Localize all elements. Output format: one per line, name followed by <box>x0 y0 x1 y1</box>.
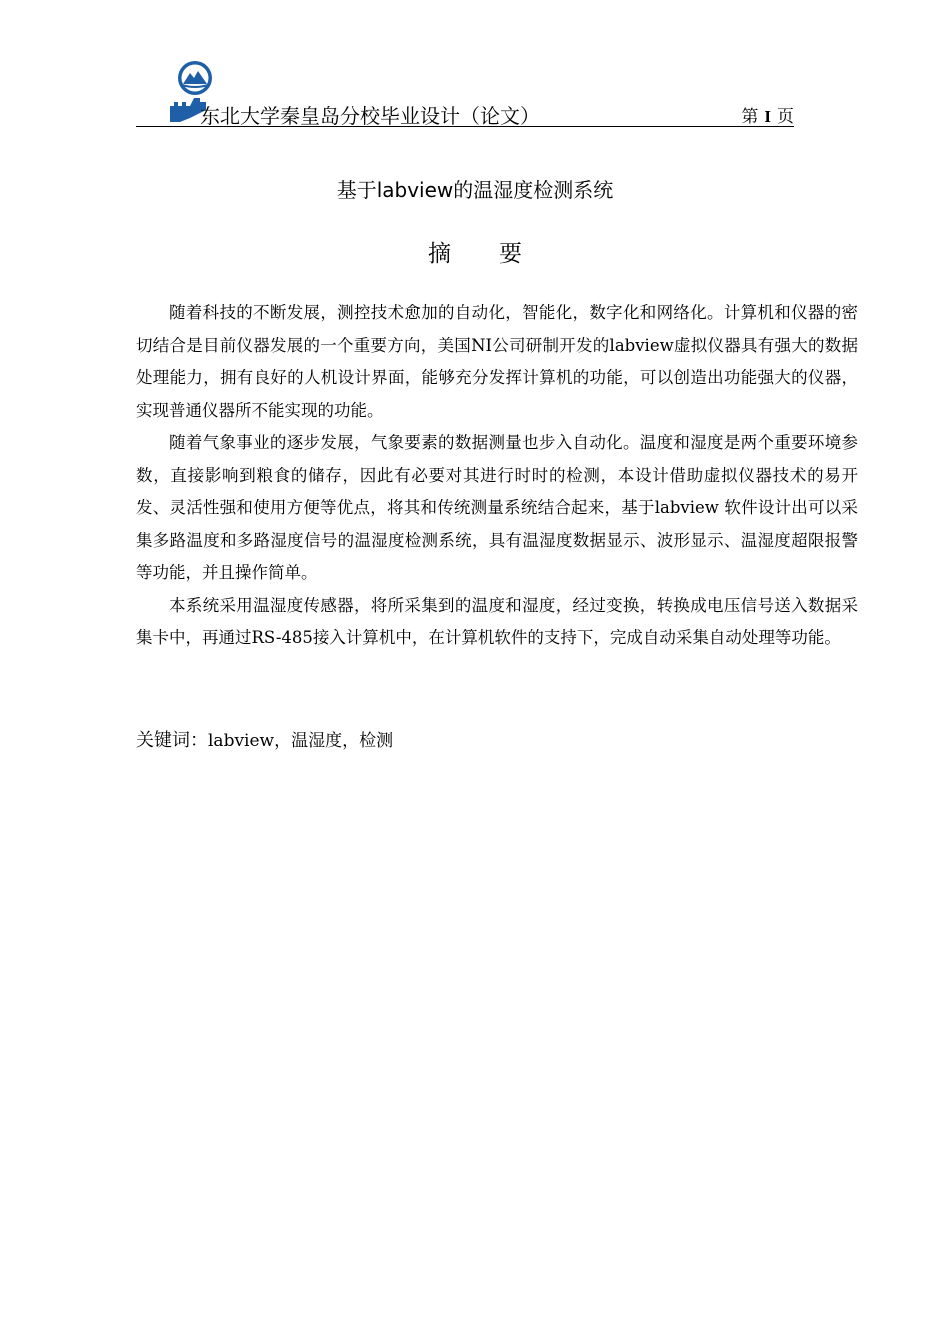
document-title: 基于labview的温湿度检测系统 <box>336 178 614 202</box>
page-number: I <box>764 107 771 126</box>
abstract-heading: 摘要 <box>428 241 570 267</box>
page-header <box>136 58 794 128</box>
keywords-line <box>136 727 393 755</box>
abstract-body <box>136 297 858 655</box>
header-university-title: 东北大学秦皇岛分校毕业设计（论文） <box>200 104 540 128</box>
header-divider <box>136 126 794 127</box>
header-page-number <box>741 106 794 128</box>
keywords-label: 关键词： <box>136 730 208 751</box>
page-prefix: 第 <box>741 107 759 127</box>
page-suffix: 页 <box>777 107 794 127</box>
keywords-values: labview，温湿度，检测 <box>208 731 394 751</box>
abstract-paragraph-3: 本系统采用温湿度传感器，将所采集到的温度和湿度，经过变换，转换成电压信号送入数据采集卡中，再通过RS-485接入计算机中，在计算机软件的支持下，完成自动采集自动处理等功能。 <box>136 595 858 647</box>
abstract-paragraph-1: 随着科技的不断发展，测控技术愈加的自动化，智能化，数字化和网络化。计算机和仪器的密切结合是目前仪器发展的一个重要方向，美国NI公司研制开发的labview虚拟仪器具有强大的数据处理能力，拥有良好的人机设计界面，能够充分发挥计算机的功能，可以创造出功能强大的仪器，实现普通仪器所不能实现的功能。 <box>136 303 858 420</box>
abstract-paragraph-2: 随着气象事业的逐步发展，气象要素的数据测量也步入自动化。温度和湿度是两个重要环境参数，直接影响到粮食的储存，因此有必要对其进行时时的检测，本设计借助虚拟仪器技术的易开发、灵活性强和使用方便等优点，将其和传统测量系统结合起来，基于labview 软件设计出可以采集多路温度和多路湿度信号的温湿度检测系统，具有温湿度数据显示、波形显示、温湿度超限报警等功能，并且操作简单。 <box>136 433 858 582</box>
